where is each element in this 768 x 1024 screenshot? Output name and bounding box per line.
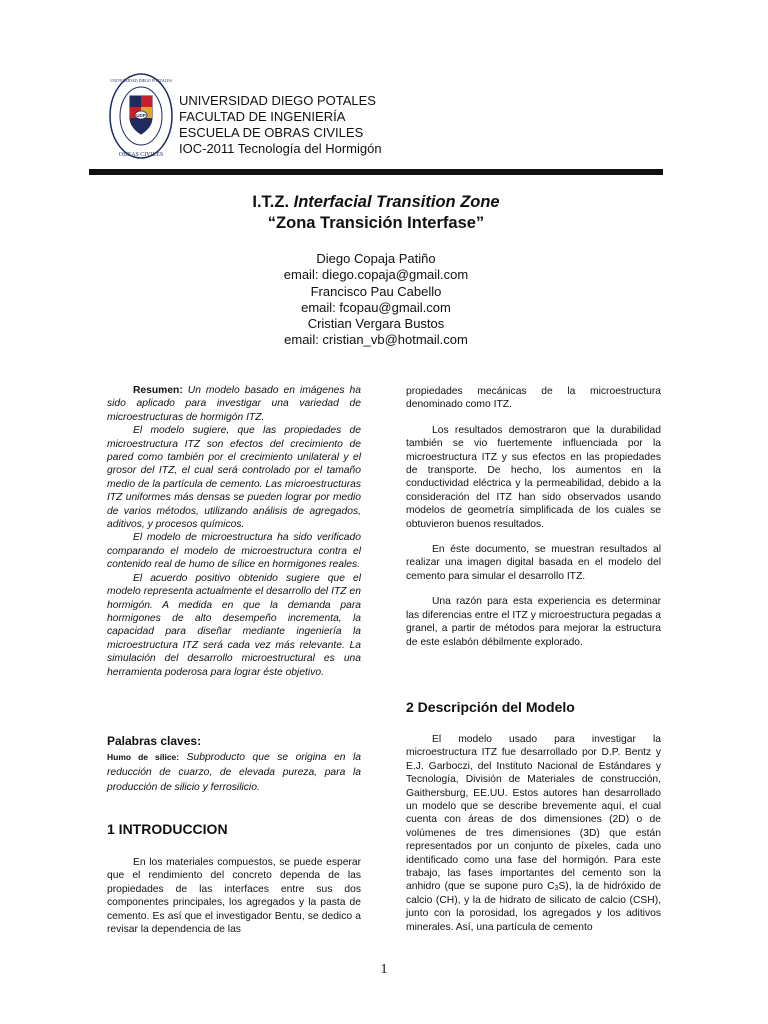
body-paragraph: Los resultados demostraron que la durabilidad también se vio fuertemente influenciada por la microestructura ITZ y sus efectos en las propiedades de transporte. De hecho, los aumentos en la conductividad eléctrica y la permeabilidad, debido a la consideración del ITZ han sido observados usando modelos de geometría simplificada de los cuales se obtuvieron buenos resultados. <box>406 424 661 530</box>
svg-text:OBRAS CIVILES: OBRAS CIVILES <box>118 152 164 158</box>
author-email: email: fcopau@gmail.com <box>301 300 451 315</box>
section-heading-descripcion: 2 Descripción del Modelo <box>406 699 575 715</box>
intro-paragraph: En los materiales compuestos, se puede esperar que el rendimiento del concreto dependa de las propiedades de las interfaces entre sus dos componentes principales, los agregados y la pasta de cemento. Es así que el investigador Bentu, se dedico a revisar la dependencia de las <box>107 857 361 936</box>
abstract-paragraph: El modelo de microestructura ha sido verificado comparando el modelo de microestructura contra el contenido real de humo de sílice en hormigones reales. <box>107 532 361 571</box>
header-rule <box>89 169 663 175</box>
author-name: Francisco Pau Cabello <box>310 284 442 299</box>
body-paragraph: Una razón para esta experiencia es determinar las diferencias entre el ITZ y microestructura pegadas a granel, a partir de métodos para mejorar la estructura de este eslabón débilmente explorado. <box>406 596 661 648</box>
header-faculty: FACULTAD DE INGENIERÍA <box>179 109 346 124</box>
right-column <box>406 385 661 649</box>
keywords-heading: Palabras claves: <box>107 734 202 748</box>
university-seal-logo <box>108 70 174 162</box>
header-school: ESCUELA DE OBRAS CIVILES <box>179 125 364 140</box>
svg-text:UDP: UDP <box>136 113 146 118</box>
page-number: 1 <box>380 962 388 977</box>
abstract-label: Resumen: <box>133 385 183 396</box>
body-paragraph: En éste documento, se muestran resultados al realizar una imagen digital basada en el modelo del cemento para simular el desarrollo ITZ. <box>406 544 661 582</box>
header-course: IOC-2011 Tecnología del Hormigón <box>179 141 382 156</box>
author-name: Diego Copaja Patiño <box>316 251 436 266</box>
header-university: UNIVERSIDAD DIEGO POTALES <box>179 93 376 108</box>
abstract-paragraph: Resumen: Un modelo basado en imágenes ha sido aplicado para investigar una variedad de microestructuras de hormigón ITZ. <box>107 385 361 423</box>
svg-text:UNIVERSIDAD DIEGO PORTALES: UNIVERSIDAD DIEGO PORTALES <box>110 78 172 83</box>
author-name: Cristian Vergara Bustos <box>307 316 445 331</box>
abstract-paragraph: El modelo sugiere, que las propiedades de microestructura ITZ son efectos del crecimiento de pared como también por el crecimiento unilateral y el grosor del ITZ, el cual será controlado por el tamaño medio de la partícula de cemento. Las microestructuras ITZ uniformes más densas se pueden lograr por medio de varios métodos, utilizando análisis de agregados, aditivos, y procesos químicos. <box>107 425 361 531</box>
left-column <box>107 384 361 679</box>
section-heading-introduccion: 1 INTRODUCCION <box>107 821 228 837</box>
author-email: email: diego.copaja@gmail.com <box>283 267 469 282</box>
model-paragraph: El modelo usado para investigar la microestructura ITZ fue desarrollado por D.P. Bentz y E.J. Garboczi, del Instituto Nacional de Estándares y Tecnología, División de Materiales de construcción, Gaithersburg, EE.UU. Estos autores han desarrollado un modelo que se describe brevemente aquí, el cual cuenta con áreas de dos dimensiones (2D) o de volúmenes de tres dimensiones (3D) que están representados por un conjunto de píxeles, cada uno identificado como una fase del hormigón. Para este trabajo, las fases importantes del cemento son la anhidro (que se supone puro $C_3S$), la de hidróxido de calcio (CH), y la de hidrato de silicato de calcio (CSH), junto con la porosidad, los agregados y los aditivos minerales. Así, una partícula de cemento <box>406 734 661 933</box>
abstract-paragraph: El acuerdo positivo obtenido sugiere que el modelo representa actualmente el desarrollo del ITZ en hormigón. A medida en que la demanda para hormigones de alto desempeño incrementa, la capacidad para diseñar mediante ingeniería la microestructura ITZ será cada vez más relevante. La simulación del desarrollo microestructural es una herramienta poderosa para lograr éste objetivo. <box>107 572 361 678</box>
paper-title: I.T.Z. Interfacial Transition Zone <box>252 193 500 211</box>
body-paragraph: propiedades mecánicas de la microestructura denominado como ITZ. <box>406 386 661 411</box>
paper-subtitle: “Zona Transición Interfase” <box>267 214 485 232</box>
author-email: email: cristian_vb@hotmail.com <box>284 332 468 347</box>
keywords-body: Humo de sílice: Subproducto que se origina en la reducción de cuarzo, de elevada pureza, para la producción de silicio y ferrosilicio. <box>107 752 361 793</box>
